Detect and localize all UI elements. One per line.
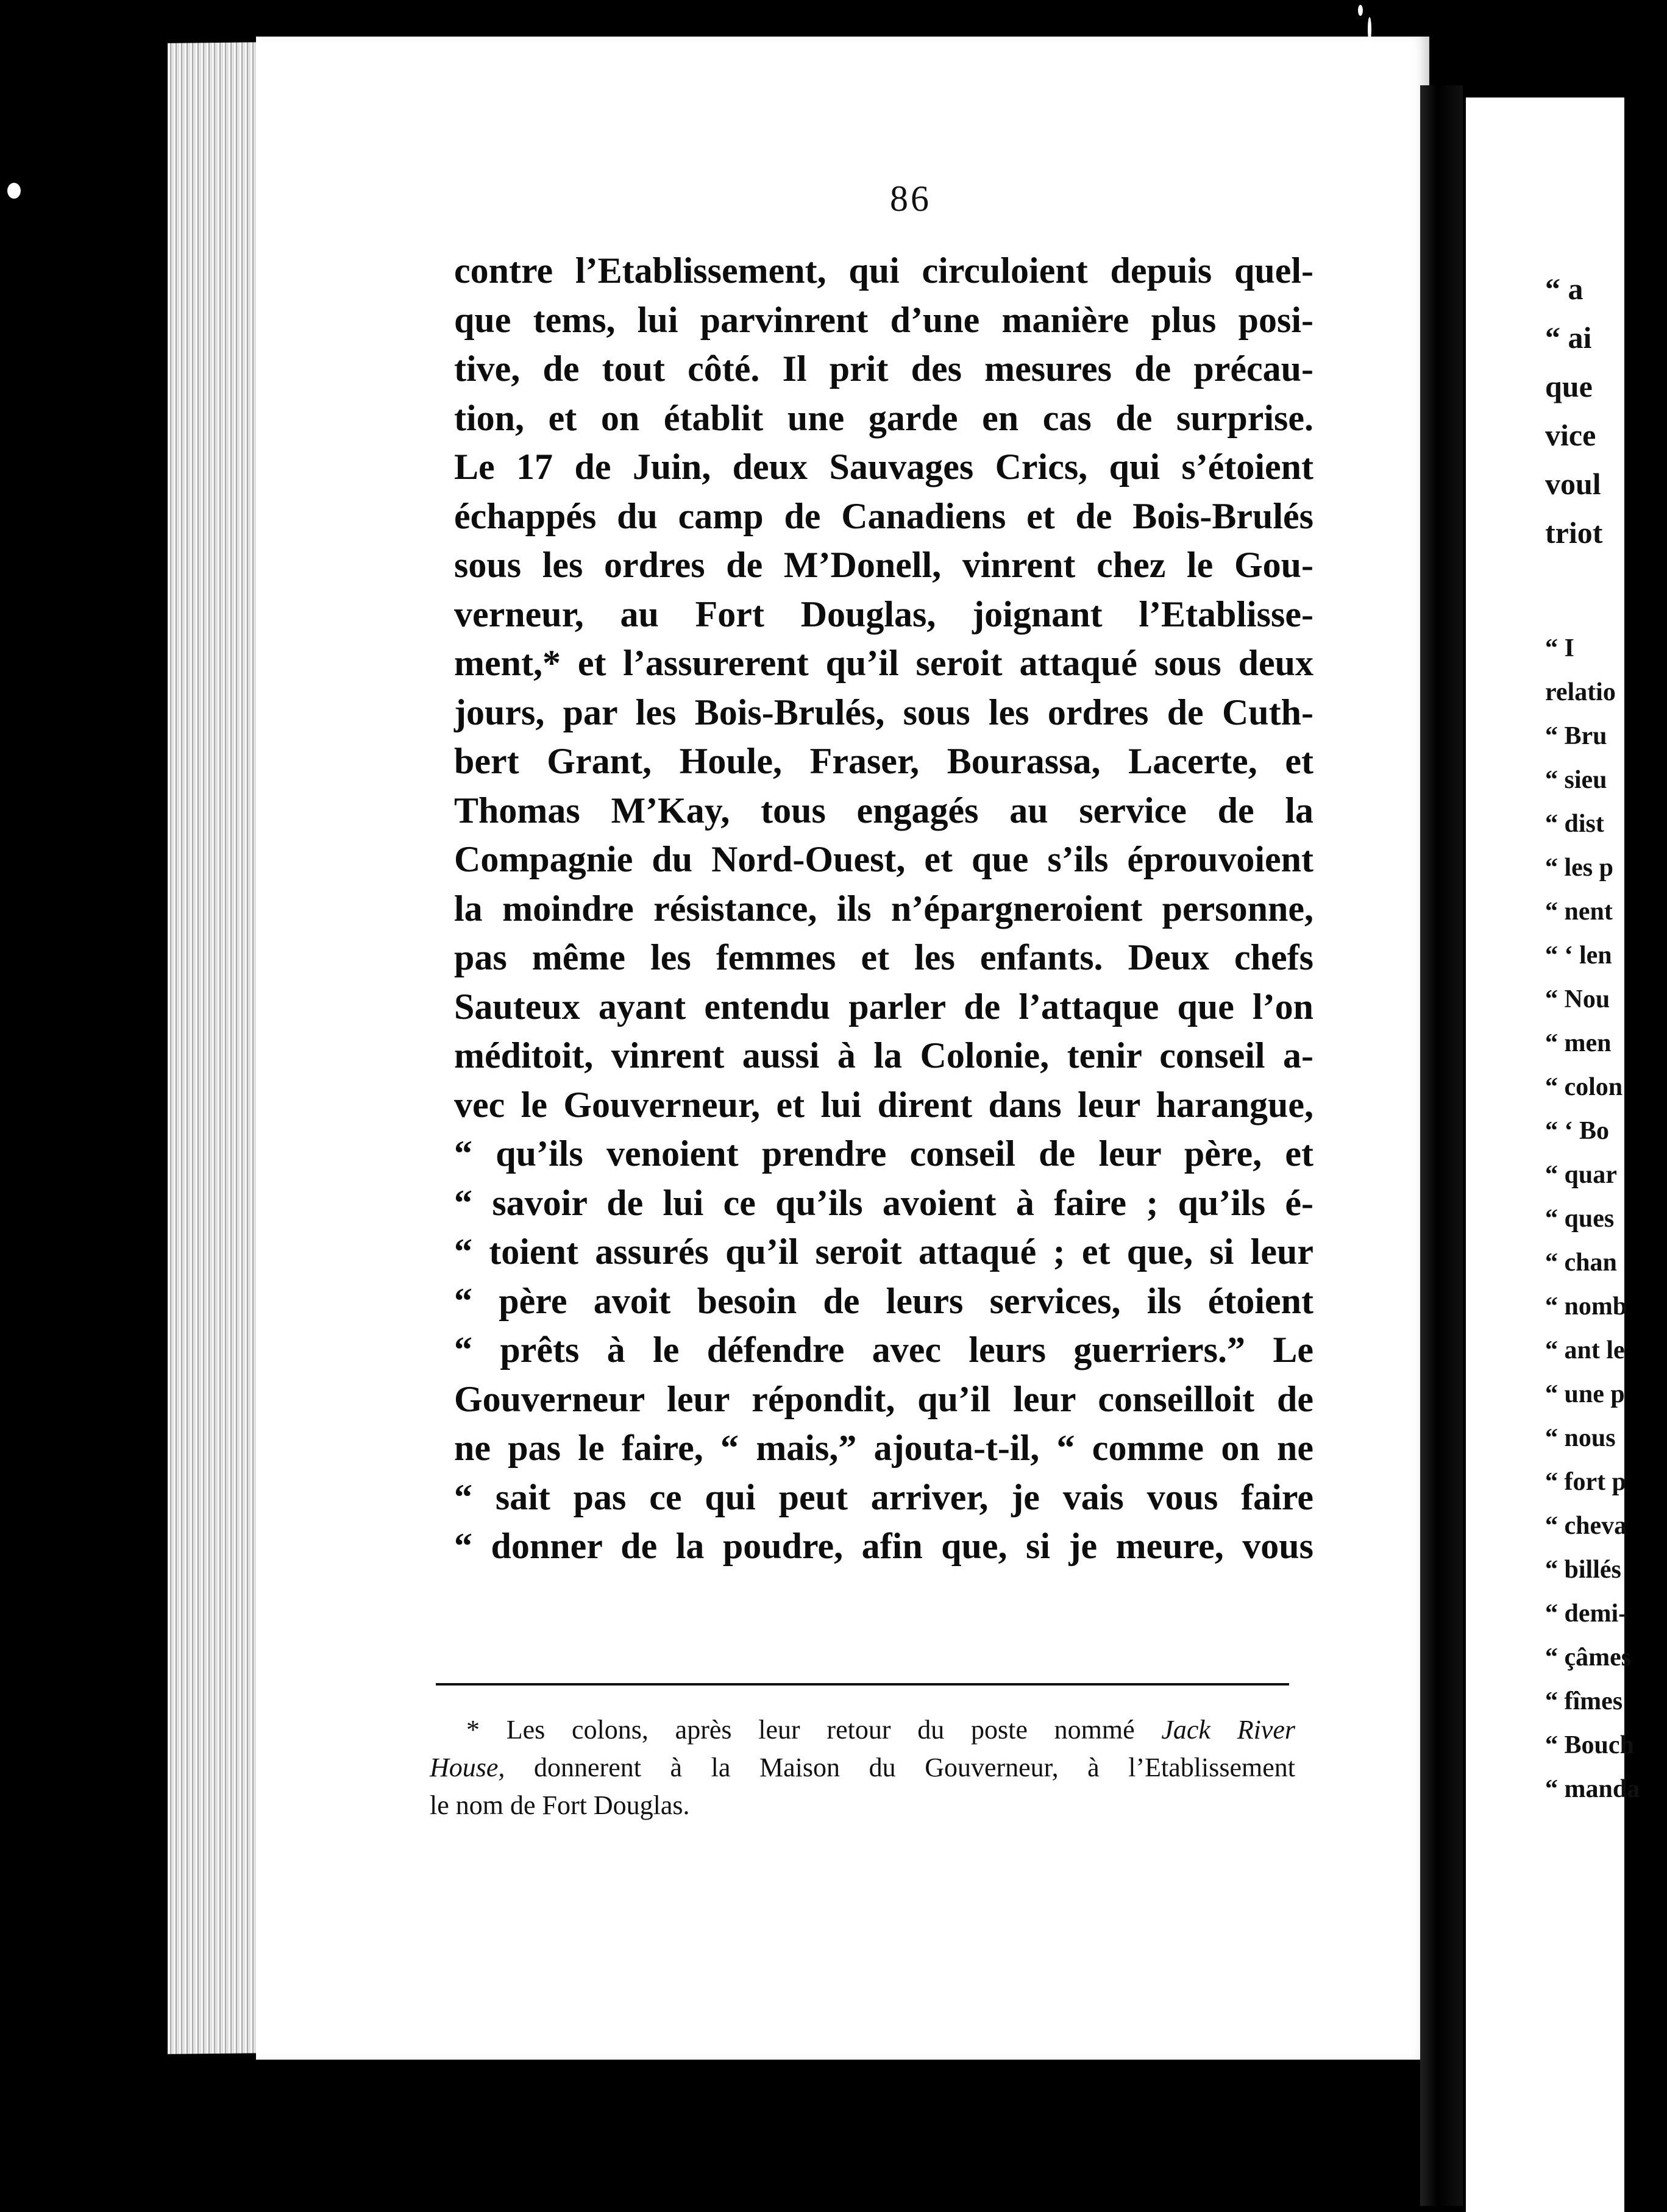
scan-speck bbox=[1368, 17, 1371, 41]
footnote-text: * Les colons, après leur retour du poste nommé bbox=[466, 1715, 1162, 1745]
facing-line: triot bbox=[1545, 516, 1603, 550]
body-line: jours, par les Bois-Brulés, sous les ordres de Cuth- bbox=[454, 692, 1313, 732]
body-line: “ savoir de lui ce qu’ils avoient à faire ; qu’ils é- bbox=[454, 1182, 1313, 1223]
facing-line: “ ques bbox=[1545, 1205, 1615, 1233]
body-line: Compagnie du Nord-Ouest, et que s’ils éprouvoient bbox=[454, 839, 1313, 879]
footnote-line bbox=[430, 1749, 1295, 1787]
body-line: méditoit, vinrent aussi à la Colonie, tenir conseil a- bbox=[454, 1035, 1313, 1076]
right-page-partial bbox=[1466, 97, 1624, 2212]
body-line: Le 17 de Juin, deux Sauvages Crics, qui s’étoient bbox=[454, 447, 1313, 487]
facing-line: “ nent bbox=[1545, 898, 1613, 926]
facing-line: “ Bouch bbox=[1545, 1731, 1634, 1759]
body-line: vec le Gouverneur, et lui dirent dans leur harangue, bbox=[454, 1084, 1313, 1125]
body-line: échappés du camp de Canadiens et de Bois-Brulés bbox=[454, 495, 1313, 536]
footnote-line bbox=[430, 1711, 1295, 1749]
body-line: Thomas M’Kay, tous engagés au service de la bbox=[454, 790, 1313, 831]
facing-line: “ I bbox=[1545, 634, 1574, 662]
facing-line: “ ai bbox=[1545, 321, 1592, 355]
facing-line: “ manda bbox=[1545, 1775, 1640, 1803]
body-line: “ qu’ils venoient prendre conseil de leur père, et bbox=[454, 1133, 1313, 1174]
footnote-line: le nom de Fort Douglas. bbox=[430, 1790, 690, 1820]
footnote-rule bbox=[436, 1683, 1289, 1686]
body-line: verneur, au Fort Douglas, joignant l’Etablisse- bbox=[454, 594, 1313, 634]
page-number: 86 bbox=[890, 179, 931, 219]
facing-line: “ colon bbox=[1545, 1073, 1623, 1101]
body-line: sous les ordres de M’Donell, vinrent chez le Gou- bbox=[454, 545, 1313, 585]
body-line: “ toient assurés qu’il seroit attaqué ; et que, si leur bbox=[454, 1232, 1313, 1272]
footnote bbox=[430, 1711, 1295, 1824]
body-line: ne pas le faire, “ mais,” ajouta-t-il, “ comme on ne bbox=[454, 1428, 1313, 1468]
facing-line: “ chan bbox=[1545, 1249, 1617, 1277]
facing-line: vice bbox=[1545, 418, 1596, 452]
book-gutter bbox=[1420, 85, 1463, 2206]
book-page-edges bbox=[168, 42, 265, 2054]
body-text bbox=[454, 246, 1313, 1571]
facing-line: “ men bbox=[1545, 1029, 1612, 1057]
body-line: bert Grant, Houle, Fraser, Bourassa, Lacerte, et bbox=[454, 741, 1313, 781]
body-line: “ sait pas ce qui peut arriver, je vais vous faire bbox=[454, 1476, 1313, 1517]
facing-line: “ demi- bbox=[1545, 1600, 1627, 1628]
facing-line: “ billés bbox=[1545, 1556, 1621, 1584]
facing-line: “ les p bbox=[1545, 854, 1614, 882]
scan-speck bbox=[7, 183, 21, 199]
facing-line: “ Bru bbox=[1545, 722, 1607, 750]
facing-line: “ ant le bbox=[1545, 1336, 1625, 1364]
scan-speck bbox=[1358, 5, 1363, 16]
body-line: ment,* et l’assurerent qu’il seroit attaqué sous deux bbox=[454, 643, 1313, 683]
body-line: que tems, lui parvinrent d’une manière plus posi- bbox=[454, 299, 1313, 340]
footnote-italic: House, bbox=[430, 1753, 505, 1782]
facing-line: “ dist bbox=[1545, 810, 1604, 838]
facing-line: “ çâmes bbox=[1545, 1643, 1632, 1671]
facing-line: que bbox=[1545, 369, 1593, 403]
facing-line: “ ‘ Bo bbox=[1545, 1117, 1609, 1145]
facing-line: “ nous bbox=[1545, 1424, 1616, 1452]
body-line: Gouverneur leur répondit, qu’il leur conseilloit de bbox=[454, 1378, 1313, 1419]
facing-line: “ nomb bbox=[1545, 1292, 1627, 1320]
facing-line: “ cheva bbox=[1545, 1512, 1627, 1540]
body-line: “ donner de la poudre, afin que, si je meure, vous bbox=[454, 1526, 1313, 1566]
facing-line: “ sieu bbox=[1545, 766, 1607, 794]
facing-line: “ une p bbox=[1545, 1380, 1625, 1408]
body-line: contre l’Etablissement, qui circuloient depuis quel- bbox=[454, 250, 1313, 291]
footnote-text: donnerent à la Maison du Gouverneur, à l’Etablissement bbox=[505, 1753, 1295, 1782]
facing-line: “ fort p bbox=[1545, 1468, 1626, 1496]
body-line: “ père avoit besoin de leurs services, ils étoient bbox=[454, 1280, 1313, 1321]
body-line: Sauteux ayant entendu parler de l’attaque que l’on bbox=[454, 986, 1313, 1027]
facing-line: relatio bbox=[1545, 678, 1616, 706]
facing-line: “ fîmes bbox=[1545, 1687, 1623, 1715]
body-line: la moindre résistance, ils n’épargneroient personne, bbox=[454, 888, 1313, 929]
facing-line: “ quar bbox=[1545, 1161, 1617, 1189]
facing-line: “ Nou bbox=[1545, 985, 1610, 1013]
facing-line: “ a bbox=[1545, 272, 1583, 306]
footnote-italic: Jack River bbox=[1161, 1715, 1296, 1745]
facing-line: voul bbox=[1545, 467, 1601, 501]
body-line: “ prêts à le défendre avec leurs guerriers.” Le bbox=[454, 1330, 1313, 1370]
body-line: pas même les femmes et les enfants. Deux chefs bbox=[454, 937, 1313, 977]
facing-line: “ ‘ len bbox=[1545, 941, 1612, 970]
body-line: tion, et on établit une garde en cas de surprise. bbox=[454, 397, 1313, 438]
body-line: tive, de tout côté. Il prit des mesures de précau- bbox=[454, 349, 1313, 389]
